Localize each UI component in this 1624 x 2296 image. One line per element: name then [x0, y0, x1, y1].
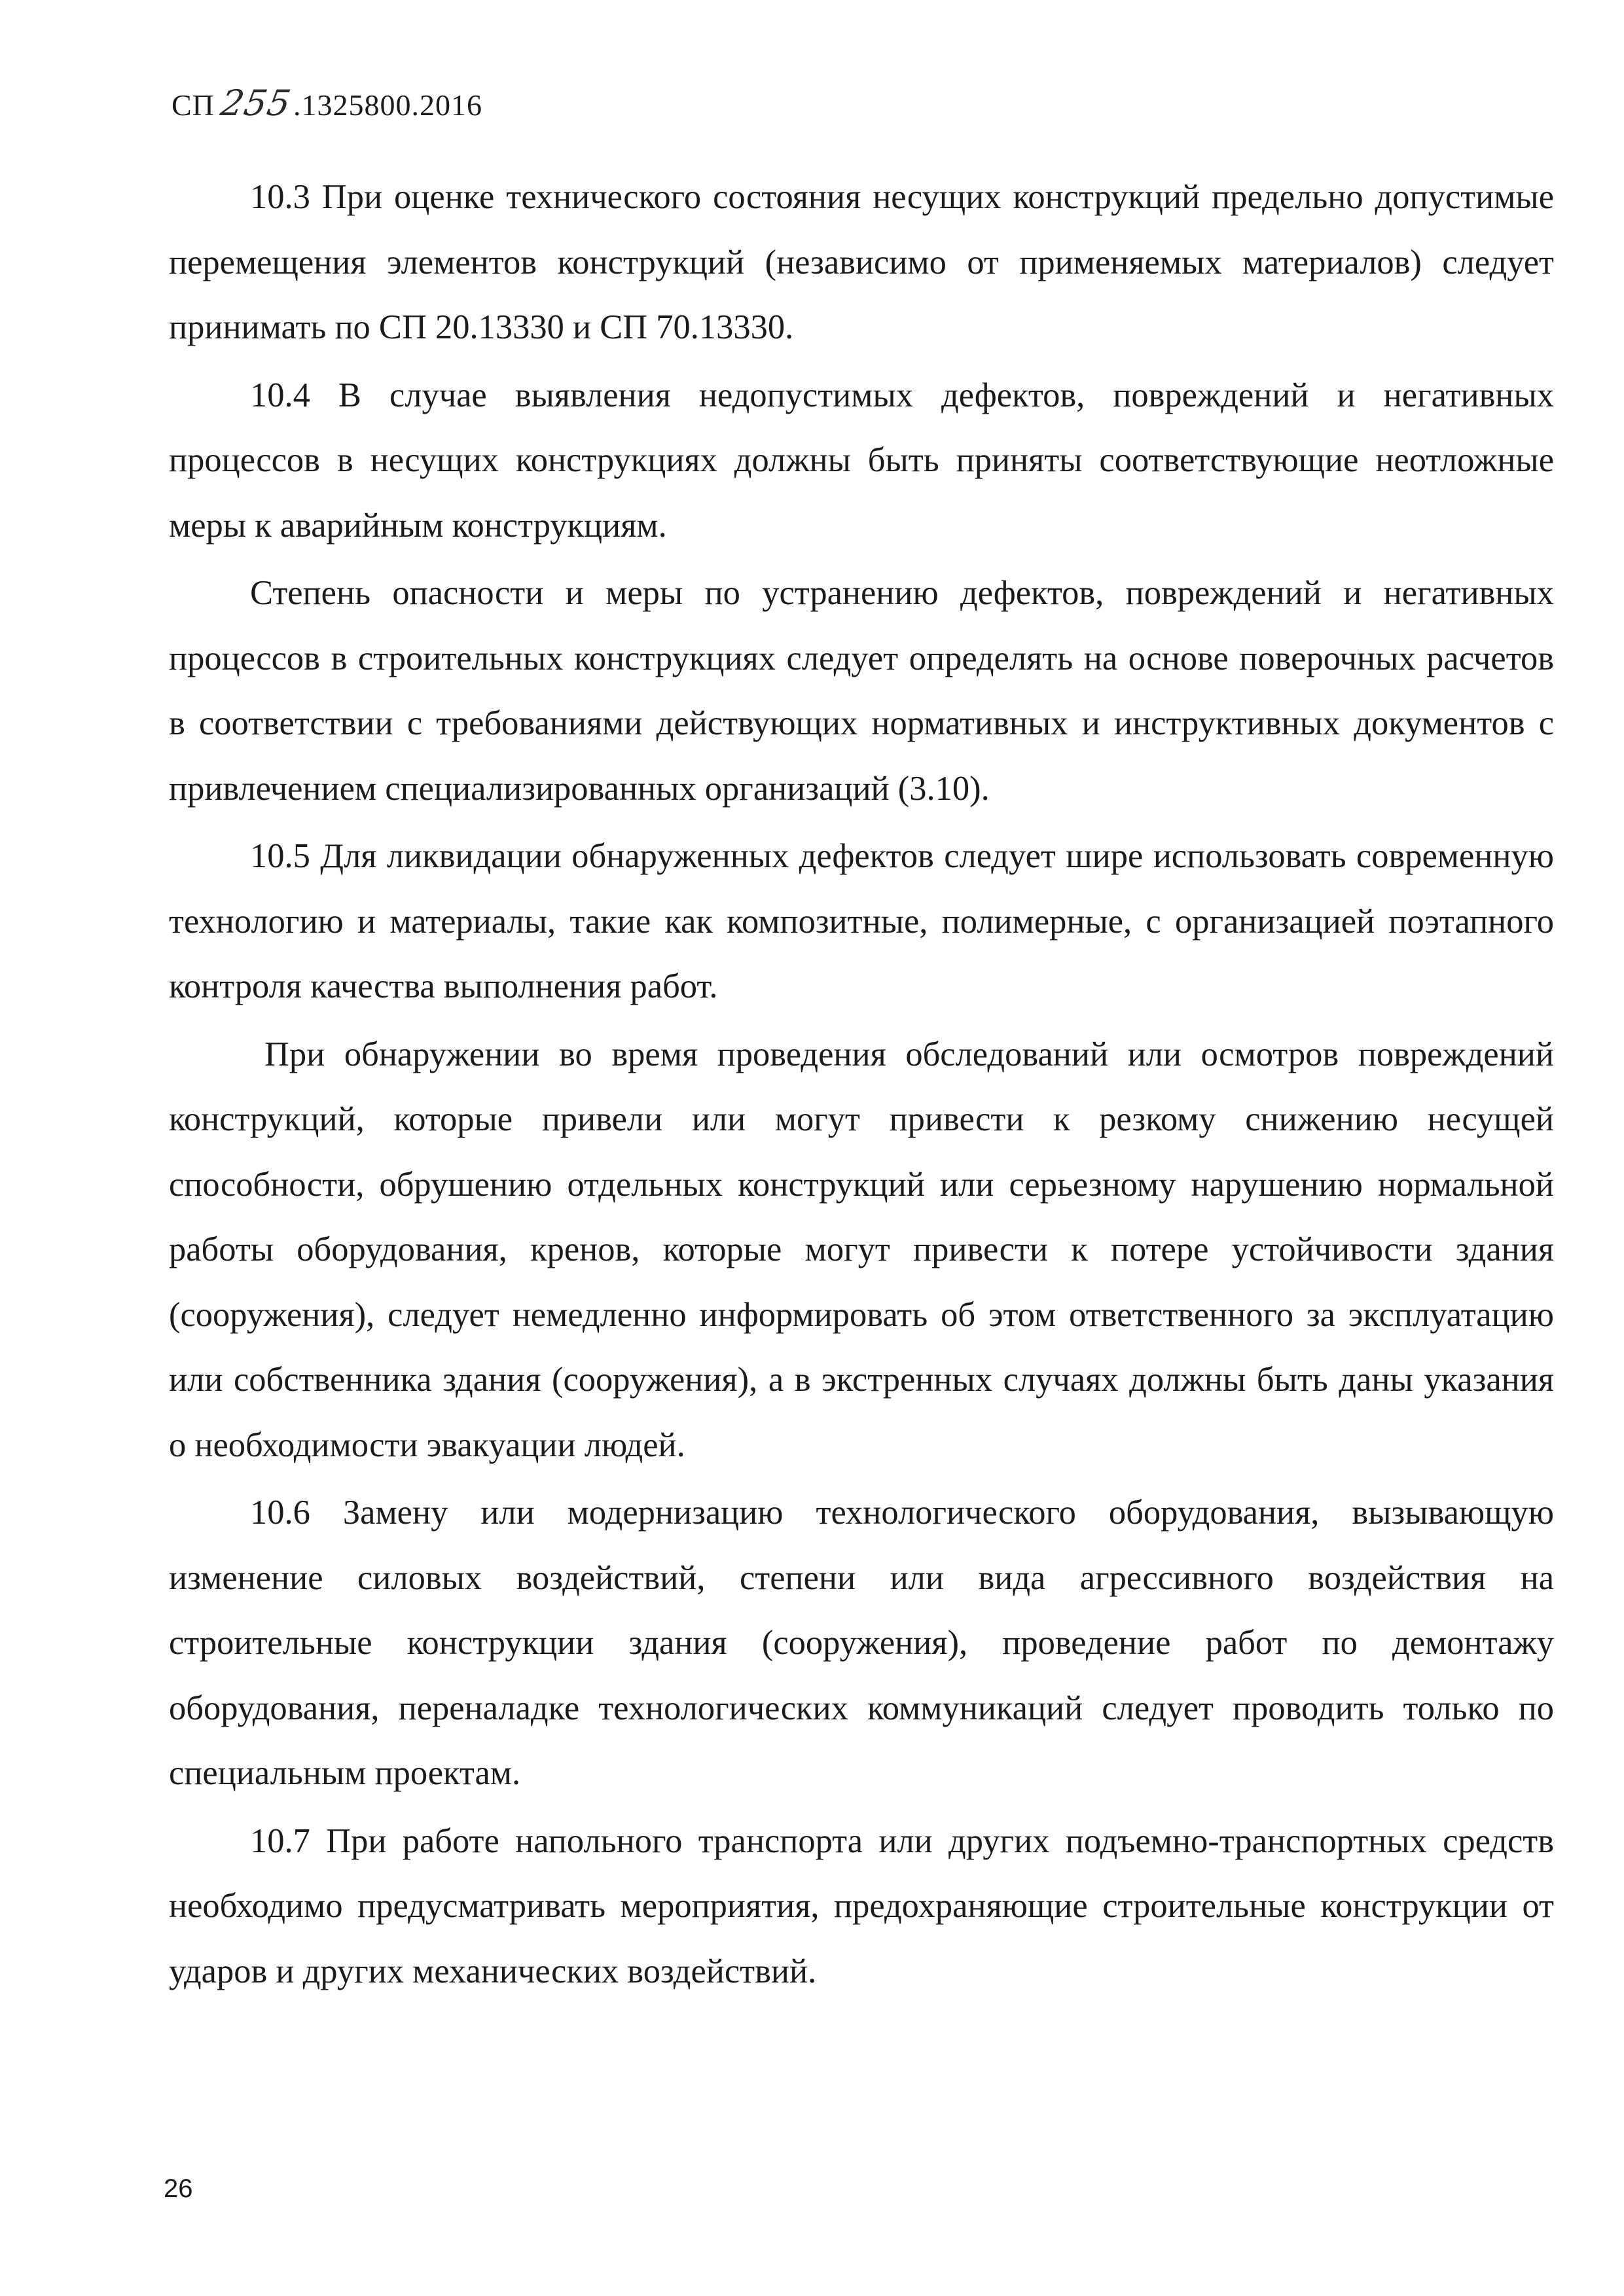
paragraph-10-7: 10.7 При работе напольного транспорта или других подъемно-транспортных средств необходимо предусматривать мероприятия, предохраняющие строительные конструкции от ударов и других механических воздействий. [169, 1821, 1554, 1990]
handwritten-number: 255 [217, 82, 295, 124]
paragraph-10-6: 10.6 Замену или модернизацию технологического оборудования, вызывающую изменение силовых воздействий, степени или вида агрессивного воздействия на строительные конструкции здания (сооружения), проведение работ по демонтажу оборудования, переналадке технологических коммуникаций следует проводить только по специальным проектам. [169, 1494, 1554, 1792]
paragraph-10-3: 10.3 При оценке технического состояния несущих конструкций предельно допустимые перемещения элементов конструкций (независимо от применяемых материалов) следует принимать по СП 20.13330 и СП 70.13330. [169, 178, 1554, 346]
document-body [169, 165, 1554, 2007]
header-prefix: СП [171, 88, 215, 122]
paragraph-hazard-measures: Степень опасности и меры по устранению дефектов, повреждений и негативных процессов в строительных конструкциях следует определять на основе поверочных расчетов в соответствии с требованиями действующих нормативных и инструктивных документов с привлечением специализированных организаций (3.10). [169, 574, 1554, 808]
paragraph-10-5: 10.5 Для ликвидации обнаруженных дефектов следует шире использовать современную технологию и материалы, такие как композитные, полимерные, с организацией поэтапного контроля качества выполнения работ. [169, 837, 1554, 1005]
paragraph-10-4: 10.4 В случае выявления недопустимых дефектов, повреждений и негативных процессов в несущих конструкциях должны быть приняты соответствующие неотложные меры к аварийным конструкциям. [169, 376, 1554, 545]
header-suffix: .1325800.2016 [293, 88, 482, 122]
page-number: 26 [164, 2174, 193, 2203]
document-code-header [171, 84, 482, 125]
paragraph-damage-detection: При обнаружении во время проведения обследований или осмотров повреждений конструкций, которые привели или могут привести к резкому снижению несущей способности, обрушению отдельных конструкций или серьезному нарушению нормальной работы оборудования, кренов, которые могут привести к потере устойчивости здания (сооружения), следует немедленно информировать об этом ответственного за эксплуатацию или собственника здания (сооружения), а в экстренных случаях должны быть даны указания о необходимости эвакуации людей. [169, 1035, 1554, 1464]
